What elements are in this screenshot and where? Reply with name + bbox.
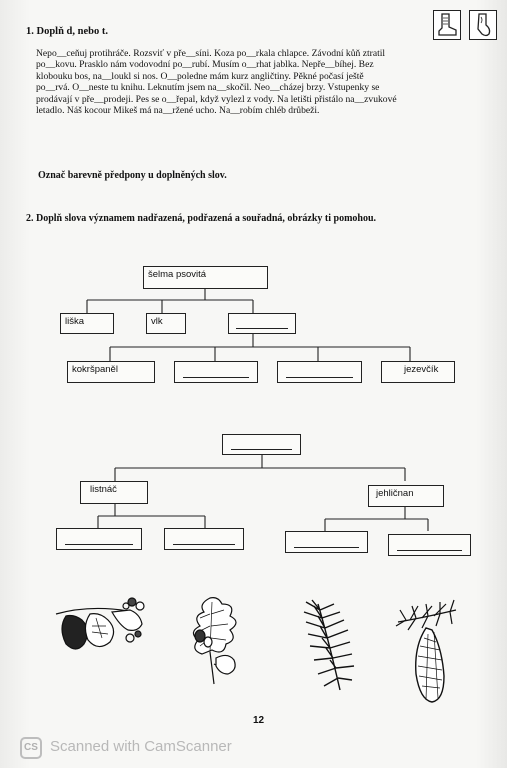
paragraph-line: po__kovu. Prasklo nám vodovodní po__rubí. Musím o__rhat jablka. Nepře__bíhej. Bez bbox=[36, 59, 374, 71]
answer-line bbox=[173, 544, 235, 545]
box-label: listnáč bbox=[90, 484, 117, 495]
tree1-level1-blank[interactable] bbox=[228, 313, 296, 334]
tree1-level2-blank[interactable] bbox=[277, 361, 362, 383]
tree2-level1-box bbox=[368, 485, 444, 507]
tree2-level2-blank[interactable] bbox=[56, 528, 142, 550]
box-label: kokršpaněl bbox=[72, 364, 118, 375]
answer-line bbox=[397, 550, 462, 551]
tree1-level2-box bbox=[381, 361, 455, 383]
tree1-level2-box bbox=[67, 361, 155, 383]
oak-branch-icon bbox=[180, 594, 250, 686]
tree2-level2-blank[interactable] bbox=[164, 528, 244, 550]
tree2-level1-box bbox=[80, 481, 148, 504]
tree1-level1-box bbox=[146, 313, 186, 334]
larch-cone-branch-icon bbox=[392, 596, 464, 708]
paragraph-line: letadlo. Náš kocour Mikeš má na__ržené ucho. Na__robím chléb drůbeži. bbox=[36, 105, 320, 117]
paragraph-line: po__rvá. O__neste tu knihu. Leknutím jsem na__skočil. Neo__cházej brzy. Vstupenky se bbox=[36, 82, 380, 94]
tree2-level2-blank[interactable] bbox=[388, 534, 471, 556]
answer-line bbox=[183, 377, 249, 378]
page-number: 12 bbox=[253, 715, 265, 726]
paragraph-line: Nepo__ceňuj protihráče. Rozsviť v pře__síni. Koza po__rkala chlapce. Závodní kůň ztratil bbox=[36, 48, 386, 59]
answer-line bbox=[294, 547, 359, 548]
answer-line bbox=[236, 328, 289, 329]
box-label: liška bbox=[65, 316, 85, 327]
answer-line bbox=[286, 377, 352, 378]
tree1-level1-box bbox=[60, 313, 114, 334]
tree2-root-blank[interactable] bbox=[222, 434, 301, 455]
paragraph-line: prodávají v pře__prodeji. Pes se o__řepal, když vylezl z vody. Na letišti přistálo na__zvukové bbox=[36, 93, 397, 105]
camscanner-logo: CS bbox=[20, 737, 42, 759]
tree1-level2-blank[interactable] bbox=[174, 361, 258, 383]
tree1-root-label: šelma psovitá bbox=[148, 269, 207, 280]
answer-line bbox=[231, 449, 293, 450]
task1-heading: 1. Doplň d, nebo t. bbox=[26, 26, 108, 37]
pine-branch-icon bbox=[298, 598, 358, 696]
paragraph-line: klobouku bos, na__loukl si nos. O__poledne mám kurz angličtiny. Pěkné počasí ještě bbox=[36, 70, 364, 82]
scanner-watermark bbox=[0, 730, 507, 768]
answer-line bbox=[65, 544, 132, 545]
linden-branch-icon bbox=[52, 596, 157, 666]
box-label: jehličnan bbox=[376, 488, 414, 499]
task1-instruction: Označ barevně předpony u doplněných slov. bbox=[38, 170, 227, 181]
watermark-text: Scanned with CamScanner bbox=[50, 738, 232, 755]
tree2-level2-blank[interactable] bbox=[285, 531, 368, 553]
box-label: vlk bbox=[151, 316, 163, 327]
tree1-root bbox=[143, 266, 268, 289]
task2-heading: 2. Doplň slova významem nadřazená, podřazená a souřadná, obrázky ti pomohou. bbox=[26, 213, 377, 224]
box-label: jezevčík bbox=[404, 364, 439, 375]
